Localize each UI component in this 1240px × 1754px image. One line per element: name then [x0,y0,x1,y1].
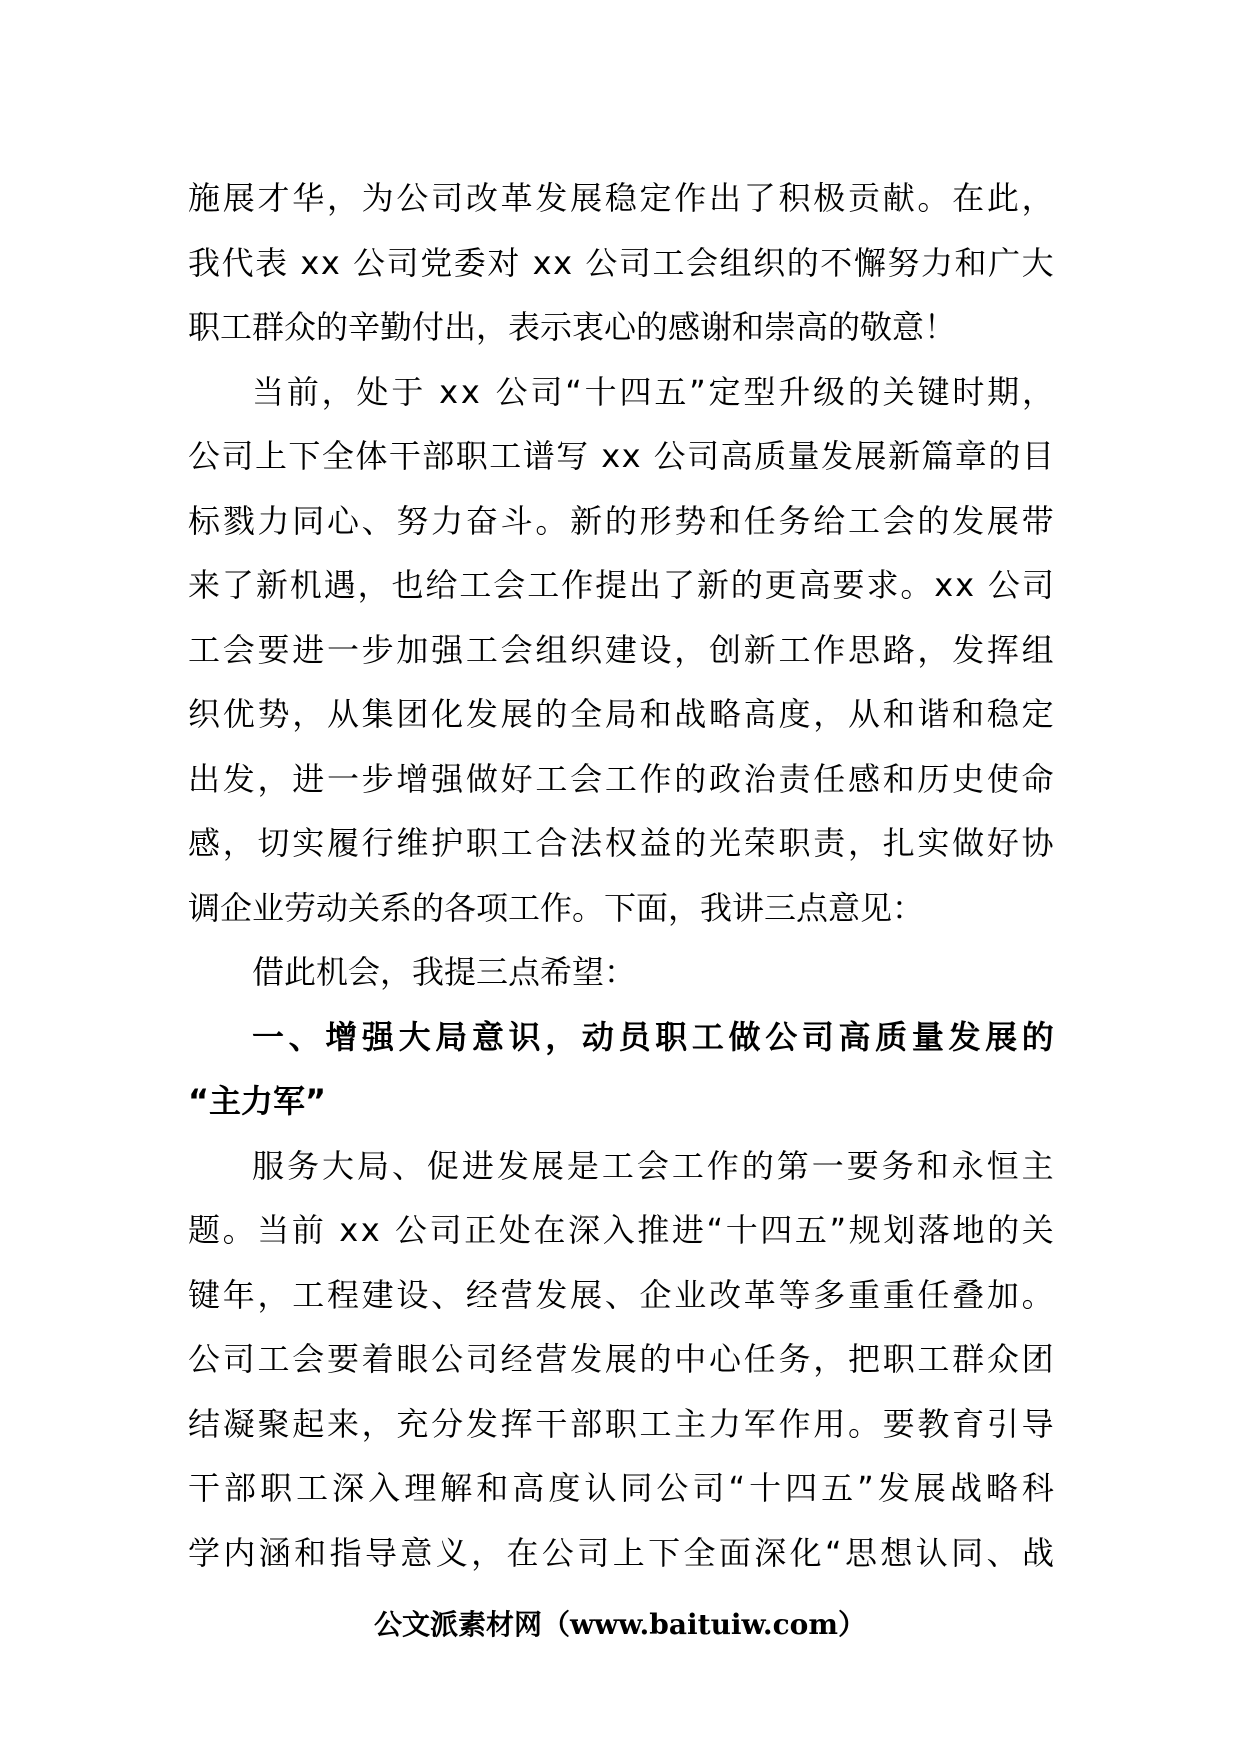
paragraph-line: 施 展 才 华 ， 为 公 司 改 革 发 展 稳 定 作 出 了 积 极 贡 献 。 在 此 ， [188,179,1054,217]
paragraph-line: 感 ， 切 实 履 行 维 护 职 工 合 法 权 益 的 光 荣 职 责 ， 扎 实 做 好 协 [188,824,1054,862]
paragraph-line: 结 凝 聚 起 来 ， 充 分 发 挥 干 部 职 工 主 力 军 作 用 。 要 教 育 引 导 [188,1404,1054,1443]
paragraph-line: 学 内 涵 和 指 导 意 义 ， 在 公 司 上 下 全 面 深 化 “ 思 想 认 同 、 战 [188,1533,1054,1572]
paragraph-line: 职工群众的辛勤付出，表示衷心的感谢和崇高的敬意！ [188,308,957,346]
paragraph-line: 织 优 势 ， 从 集 团 化 发 展 的 全 局 和 战 略 高 度 ， 从 和 谐 和 稳 定 [188,695,1054,733]
document-body [188,166,1054,1585]
paragraph-line: 出 发 ， 进 一 步 增 强 做 好 工 会 工 作 的 政 治 责 任 感 和 历 史 使 命 [188,759,1054,798]
paragraph-line: 公 司 上 下 全 体 干 部 职 工 谱 写 x x 公 司 高 质 量 发 展 新 篇 章 的 目 [188,437,1054,475]
paragraph-line: 服 务 大 局 、 促 进 发 展 是 工 会 工 作 的 第 一 要 务 和 永 恒 主 [252,1146,1054,1185]
paragraph-line: 来 了 新 机 遇 ， 也 给 工 会 工 作 提 出 了 新 的 更 高 要 求 。 x x 公 司 [188,566,1054,604]
section-heading-line: “主力军” [188,1082,327,1120]
paragraph-line: 公 司 工 会 要 着 眼 公 司 经 营 发 展 的 中 心 任 务 ， 把 职 工 群 众 团 [188,1340,1054,1378]
paragraph-line: 干 部 职 工 深 入 理 解 和 高 度 认 同 公 司 “ 十 四 五 ” 发 展 战 略 科 [188,1469,1054,1507]
paragraph-line: 借此机会，我提三点希望： [252,953,637,991]
paragraph-line: 我 代 表 x x 公 司 党 委 对 x x 公 司 工 会 组 织 的 不 懈 努 力 和 广 大 [188,243,1054,282]
paragraph-line: 键 年 ， 工 程 建 设 、 经 营 发 展 、 企 业 改 革 等 多 重 重 任 叠 加 。 [188,1275,1054,1314]
paragraph-line: 调企业劳动关系的各项工作。下面，我讲三点意见： [188,888,925,927]
paragraph-line: 当 前 ， 处 于 x x 公 司 “ 十 四 五 ” 定 型 升 级 的 关 键 时 期 ， [252,372,1054,411]
paragraph-line: 题 。 当 前 x x 公 司 正 处 在 深 入 推 进 “ 十 四 五 ” 规 划 落 地 的 关 [188,1211,1054,1249]
footer-watermark: 公文派素材网（www.baituiw.com） [374,1608,866,1641]
paragraph-line: 标 戮 力 同 心 、 努 力 奋 斗 。 新 的 形 势 和 任 务 给 工 会 的 发 展 带 [188,501,1054,540]
paragraph-line: 工 会 要 进 一 步 加 强 工 会 组 织 建 设 ， 创 新 工 作 思 路 ， 发 挥 组 [188,630,1054,669]
section-heading-line: 一 、 增 强 大 局 意 识 ， 动 员 职 工 做 公 司 高 质 量 发 展 的 [252,1017,1054,1056]
